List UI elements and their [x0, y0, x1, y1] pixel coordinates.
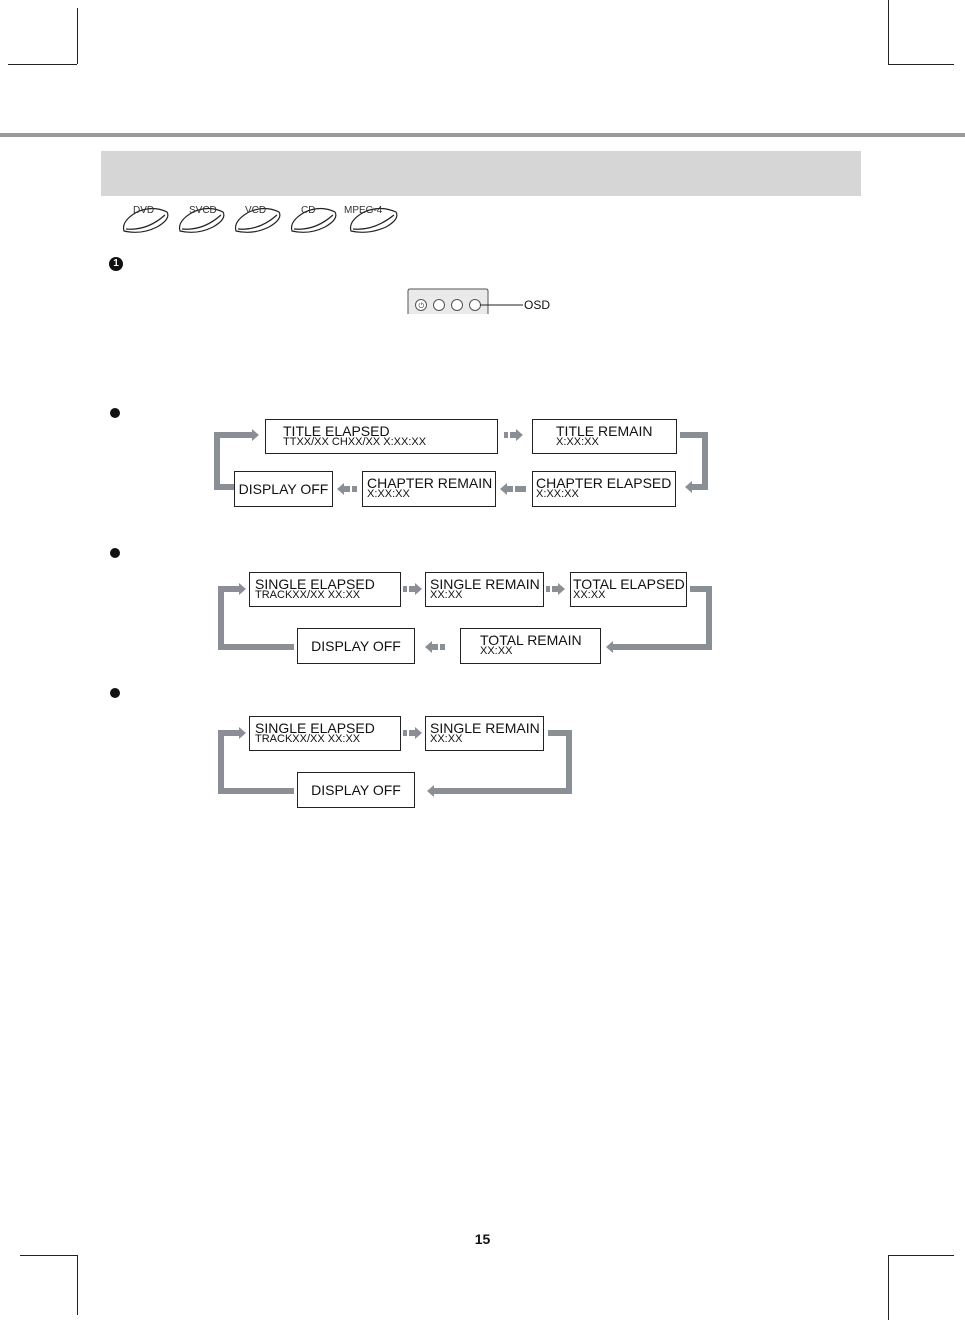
flow-line [214, 484, 234, 490]
arrow-icon [504, 429, 524, 441]
step-number: 1 [109, 257, 123, 271]
flow-line [218, 586, 234, 592]
disc-icon-dvd [119, 203, 173, 237]
arrow-icon [684, 481, 698, 493]
box-title: TOTAL REMAIN [480, 632, 582, 648]
arrow-icon [500, 483, 526, 495]
flow-line [218, 730, 234, 736]
bullet [110, 688, 120, 698]
box-title: SINGLE ELAPSED [255, 720, 375, 736]
box-sub: XX:XX [430, 589, 463, 601]
page-number: 15 [474, 1231, 491, 1247]
svg-text:⏻: ⏻ [418, 303, 425, 310]
arrow-icon [403, 583, 423, 595]
arrow-icon [233, 727, 247, 739]
box-title: CHAPTER ELAPSED [536, 475, 672, 491]
title-remain-box [532, 419, 677, 454]
crop-mark [888, 1255, 889, 1320]
crop-mark [77, 8, 78, 64]
section-title-band [101, 151, 861, 196]
arrow-icon [546, 583, 566, 595]
arrow-icon [425, 641, 445, 653]
box-sub: XX:XX [573, 589, 606, 601]
box-sub: TRACKXX/XX XX:XX [255, 589, 361, 601]
title-elapsed-box [265, 419, 498, 454]
box-title: DISPLAY OFF [238, 481, 329, 497]
flow-line [218, 788, 294, 794]
box-title: DISPLAY OFF [311, 638, 401, 654]
flow-line [218, 644, 294, 650]
crop-mark [888, 1255, 954, 1256]
flow-line [214, 432, 250, 438]
arrow-icon [403, 727, 423, 739]
bullet [110, 408, 120, 418]
flow-line [566, 730, 572, 794]
flow-line [214, 432, 220, 490]
box-sub: TRACKXX/XX XX:XX [255, 733, 361, 745]
box-title: DISPLAY OFF [311, 782, 401, 798]
box-sub: X:XX:XX [367, 488, 410, 500]
flow-line [440, 788, 572, 794]
box-title: SINGLE REMAIN [430, 720, 540, 736]
header-rule [0, 133, 965, 137]
single-remain-box [425, 572, 544, 607]
bullet [110, 548, 120, 558]
flow-line [618, 644, 712, 650]
chapter-elapsed-box [532, 471, 676, 507]
display-off-box [297, 628, 415, 664]
flow-line [218, 586, 224, 650]
total-remain-box [460, 628, 601, 664]
display-off-box [234, 471, 333, 507]
total-elapsed-box [570, 572, 687, 607]
arrow-icon [246, 429, 260, 441]
flow-line [702, 432, 708, 490]
box-title: TOTAL ELAPSED [573, 576, 685, 592]
crop-mark [20, 1255, 77, 1256]
box-title: SINGLE ELAPSED [255, 576, 375, 592]
chapter-remain-box [362, 471, 496, 507]
disc-label: VCD [245, 205, 267, 216]
osd-label: OSD [524, 298, 551, 312]
disc-label: MPEG-4 [344, 205, 383, 216]
box-sub: X:XX:XX [556, 436, 599, 448]
box-title: TITLE ELAPSED [283, 423, 390, 439]
disc-icon-cd [287, 203, 341, 237]
crop-mark [8, 64, 77, 65]
disc-label: SVCD [189, 205, 217, 216]
single-elapsed-box [249, 716, 401, 751]
box-sub: X:XX:XX [536, 488, 579, 500]
arrow-icon [426, 785, 440, 797]
arrow-icon [337, 483, 357, 495]
flow-line [218, 730, 224, 794]
disc-icon-vcd [231, 203, 285, 237]
box-sub: TTXX/XX CHXX/XX X:XX:XX [283, 436, 427, 448]
box-sub: XX:XX [430, 733, 463, 745]
remote-illustration [407, 288, 489, 315]
crop-mark [77, 1255, 78, 1315]
single-remain-box [425, 716, 544, 751]
box-sub: XX:XX [480, 645, 513, 657]
flow-line [706, 586, 712, 650]
crop-mark [888, 0, 889, 64]
arrow-icon [233, 583, 247, 595]
box-title: SINGLE REMAIN [430, 576, 540, 592]
disc-icon-mpeg4 [346, 203, 402, 237]
disc-label: CD [301, 205, 316, 216]
box-title: CHAPTER REMAIN [367, 475, 493, 491]
disc-icon-svcd [175, 203, 229, 237]
display-off-box [297, 772, 415, 808]
crop-mark [888, 64, 954, 65]
disc-label: DVD [133, 205, 155, 216]
arrow-icon [605, 641, 619, 653]
box-title: TITLE REMAIN [556, 423, 653, 439]
single-elapsed-box [249, 572, 401, 607]
